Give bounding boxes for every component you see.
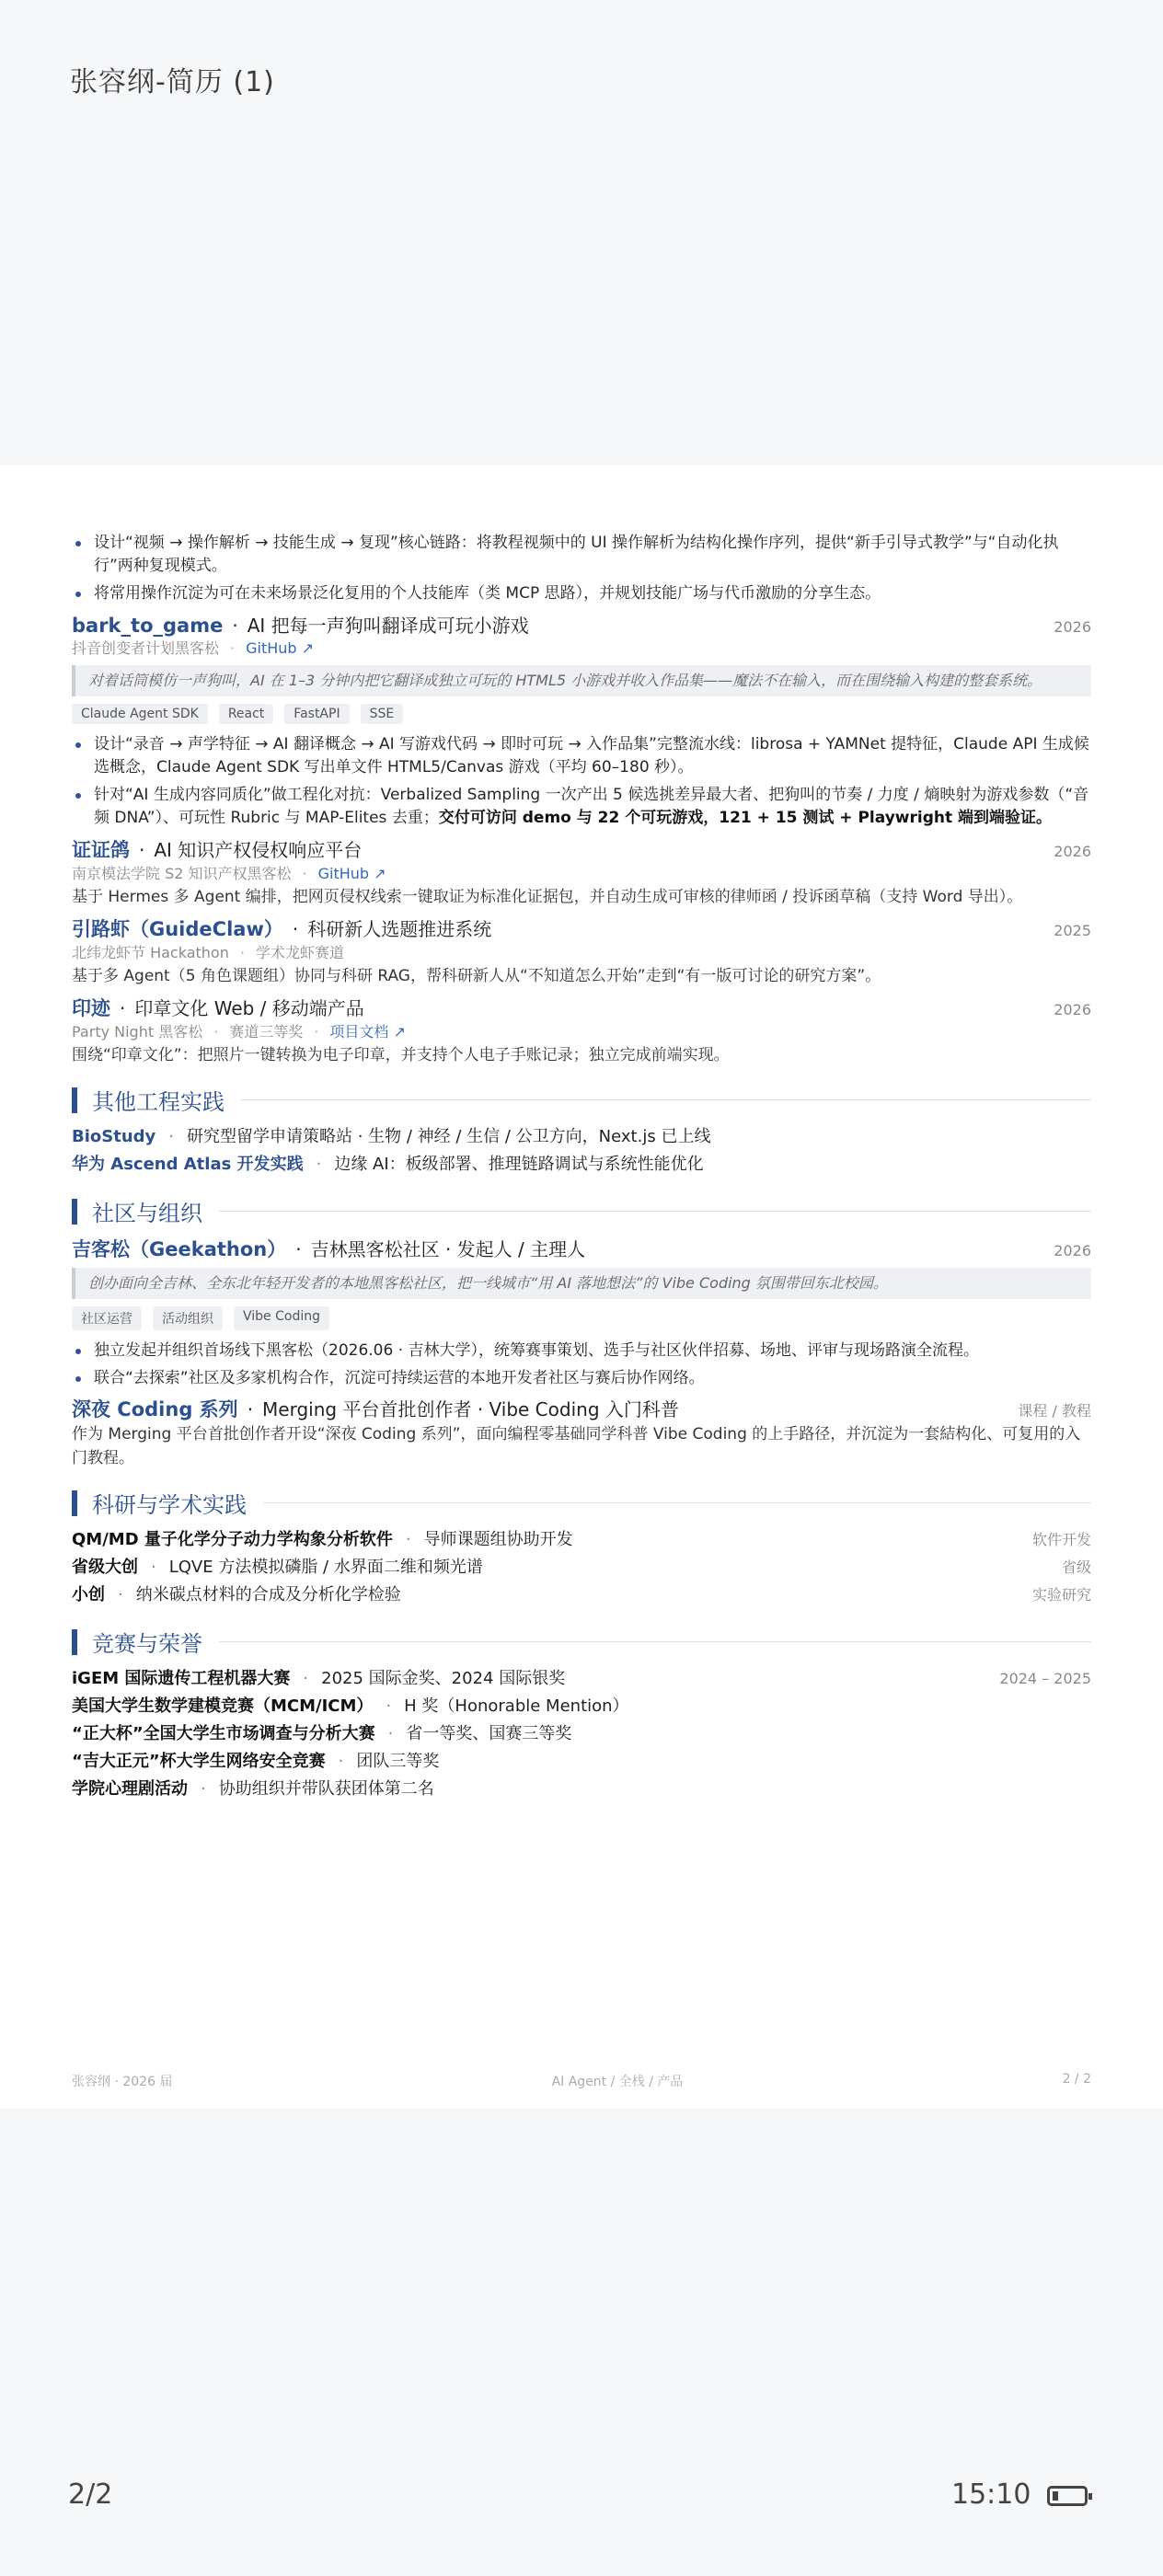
project-name: 深夜 Coding 系列 <box>72 1398 238 1420</box>
project-description: 围绕“印章文化”：把照片一键转换为电子印章，并支持个人电子手账记录；独立完成前端实现。 <box>72 1046 730 1064</box>
doc-title: 张容纲-简历 (1) <box>70 66 275 98</box>
project-org: Party Night 黑客松 <box>72 1023 203 1041</box>
project-header-guide: 引路虾（GuideClaw） · 科研新人选题推进系统 2025 <box>72 914 1091 942</box>
tag-list <box>72 704 1091 724</box>
project-track: 学术龙虾赛道 <box>255 944 344 961</box>
project-category: 课程 / 教程 <box>1018 1402 1091 1420</box>
project-subtitle: Merging 平台首批创作者 · Vibe Coding 入门科普 <box>262 1398 679 1420</box>
project-meta: Party Night 黑客松 · 赛道三等奖 · 项目文档 ↗ <box>72 1023 406 1041</box>
list-item: 独立发起并组织首场线下黑客松（2026.06 · 吉林大学），统筹赛事策划、选手与社区伙伴招募、场地、评审与现场路演全流程。 <box>72 1340 1091 1363</box>
section-title: 竞赛与荣誉 <box>92 1631 202 1657</box>
bark-bullet-list <box>72 733 1091 830</box>
project-year: 2026 <box>1054 843 1091 860</box>
footer-center: AI Agent / 全栈 / 产品 <box>551 2075 684 2089</box>
row-desc: 团队三等奖 <box>356 1752 440 1771</box>
bullet-text: 针对“AI 生成内容同质化”做工程化对抗：Verbalized Sampling 一次产出 5 候选挑差异最大者、把狗叫的节奏 / 力度 / 熵映射为游戏参数（“音频 DNA”）、可玩性 Rubric 与 MAP-Elites 去重； <box>94 786 1089 827</box>
other-row: BioStudy · 研究型留学申请策略站 · 生物 / 神经 / 生信 / 公卫方向，Next.js 已上线 <box>72 1123 1091 1151</box>
row-category: 软件开发 <box>1031 1531 1091 1548</box>
footer-left: 张容纲 · 2026 届 <box>72 2075 173 2089</box>
project-year: 2026 <box>1054 618 1091 636</box>
tag: 社区运营 <box>72 1306 142 1330</box>
tag: FastAPI <box>284 704 349 724</box>
row-name: QM/MD 量子化学分子动力学构象分析软件 <box>72 1530 393 1549</box>
research-row: 小创 · 纳米碳点材料的合成及分析化学检验 实验研究 <box>72 1581 1091 1609</box>
tag: SSE <box>361 704 404 724</box>
project-name: 证证鸽 <box>72 839 130 861</box>
list-item: 将常用操作沉淀为可在未来场景泛化复用的个人技能库（类 MCP 思路），并规划技能广场与代币激励的分享生态。 <box>72 582 1091 605</box>
project-subtitle: AI 把每一声狗叫翻译成可玩小游戏 <box>247 615 529 637</box>
project-subtitle: 科研新人选题推进系统 <box>307 918 492 940</box>
project-header-night: 深夜 Coding 系列 · Merging 平台首批创作者 · Vibe Coding 入门科普 课程 / 教程 <box>72 1395 1091 1422</box>
award-row: “正大杯”全国大学生市场调查与分析大赛 · 省一等奖、国赛三等奖 <box>72 1720 1091 1748</box>
row-desc: 协助组织并带队获团体第二名 <box>218 1779 434 1799</box>
list-item: 设计“视频 → 操作解析 → 技能生成 → 复现”核心链路：将教程视频中的 UI 操作解析为结构化操作序列，提供“新手引导式教学”与“自动化执行”两种复现模式。 <box>72 532 1091 578</box>
row-desc: 边缘 AI：板级部署、推理链路调试与系统性能优化 <box>334 1155 704 1174</box>
row-name: BioStudy <box>72 1127 156 1146</box>
row-category: 实验研究 <box>1031 1586 1091 1604</box>
project-name: 印迹 <box>72 997 110 1019</box>
geek-bullet-list <box>72 1340 1091 1390</box>
award-row: 学院心理剧活动 · 协助组织并带队获团体第二名 <box>72 1776 1091 1803</box>
section-header-awards <box>72 1626 1091 1658</box>
github-link[interactable]: GitHub ↗ <box>317 865 386 882</box>
project-header-yin: 印迹 · 印章文化 Web / 移动端产品 2026 <box>72 994 1091 1021</box>
project-year: 2026 <box>1054 1001 1091 1018</box>
row-name: “正大杯”全国大学生市场调查与分析大赛 <box>72 1724 375 1743</box>
resume-page <box>0 466 1163 2109</box>
section-header-community <box>72 1195 1091 1227</box>
section-header-research <box>72 1487 1091 1519</box>
other-row: 华为 Ascend Atlas 开发实践 · 边缘 AI：板级部署、推理链路调试与系统性能优化 <box>72 1151 1091 1179</box>
project-description: 作为 Merging 平台首批创作者开设“深夜 Coding 系列”，面向编程零基础同学科普 Vibe Coding 的上手路径，并沉淀为一套結构化、可复用的入门教程。 <box>72 1425 1081 1467</box>
row-name: “吉大正元”杯大学生网络安全竞赛 <box>72 1752 326 1771</box>
github-link[interactable]: GitHub ↗ <box>246 639 315 657</box>
award-row: 美国大学生数学建模竞赛（MCM/ICM） · H 奖（Honorable Mention） <box>72 1693 1091 1720</box>
project-org: 抖音创变者计划黑客松 <box>72 639 220 657</box>
project-subtitle: AI 知识产权侵权响应平台 <box>154 839 363 861</box>
tag: Vibe Coding <box>234 1306 329 1330</box>
project-header-bark: bark_to_game · AI 把每一声狗叫翻译成可玩小游戏 2026 <box>72 611 1091 638</box>
project-org: 南京模法学院 S2 知识产权黑客松 <box>72 865 292 882</box>
project-org: 北纬龙虾节 Hackathon <box>72 944 229 961</box>
project-quote: 对着话筒模仿一声狗叫，AI 在 1–3 分钟内把它翻译成独立可玩的 HTML5 小游戏并收入作品集——魔法不在输入，而在围绕输入构建的整套系统。 <box>72 665 1091 696</box>
project-description: 基于 Hermes 多 Agent 编排，把网页侵权线索一键取证为标准化证据包，并自动生成可审核的律师函 / 投诉函草稿（支持 Word 导出）。 <box>72 888 1023 906</box>
reader-page-indicator: 2/2 <box>68 2478 113 2511</box>
page-footer <box>72 2072 1091 2090</box>
row-desc: 纳米碳点材料的合成及分析化学检验 <box>135 1585 401 1604</box>
tag: Claude Agent SDK <box>72 704 208 724</box>
row-year: 2024 – 2025 <box>999 1670 1091 1687</box>
project-quote: 创办面向全吉林、全东北年轻开发者的本地黑客松社区，把一线城市“用 AI 落地想法”的 Vibe Coding 氛围带回东北校园。 <box>72 1268 1091 1299</box>
row-name: 小创 <box>72 1585 105 1604</box>
row-desc: H 奖（Honorable Mention） <box>404 1696 629 1716</box>
list-item: 联合“去探索”社区及多家机构合作，沉淀可持续运营的本地开发者社区与赛后协作网络。 <box>72 1367 1091 1390</box>
row-name: 学院心理剧活动 <box>72 1779 188 1799</box>
project-meta: 北纬龙虾节 Hackathon · 学术龙虾赛道 <box>72 944 344 961</box>
project-name: bark_to_game <box>72 615 224 637</box>
top-bullet-list <box>72 532 1091 605</box>
award-row: iGEM 国际遗传工程机器大赛 · 2025 国际金奖、2024 国际银奖 2024 – 2025 <box>72 1665 1091 1693</box>
row-name: 华为 Ascend Atlas 开发实践 <box>72 1155 304 1174</box>
list-item <box>72 784 1091 830</box>
section-title: 社区与组织 <box>92 1201 202 1226</box>
project-header-geek: 吉客松（Geekathon） · 吉林黑客松社区 · 发起人 / 主理人 2026 <box>72 1235 1091 1262</box>
row-desc: 省一等奖、国赛三等奖 <box>406 1724 572 1743</box>
row-desc: 研究型留学申请策略站 · 生物 / 神经 / 生信 / 公卫方向，Next.js 已上线 <box>187 1127 711 1146</box>
section-title: 科研与学术实践 <box>92 1492 247 1518</box>
project-track: 赛道三等奖 <box>229 1023 304 1041</box>
tag: 活动组织 <box>153 1306 223 1330</box>
battery-icon <box>1047 2486 1088 2506</box>
project-year: 2026 <box>1054 1242 1091 1259</box>
footer-page-number: 2 / 2 <box>1062 2072 1091 2087</box>
docs-link[interactable]: 项目文档 ↗ <box>329 1023 406 1041</box>
tag-list <box>72 1306 1091 1330</box>
row-name: iGEM 国际遗传工程机器大赛 <box>72 1669 291 1688</box>
project-name: 吉客松（Geekathon） <box>72 1238 287 1260</box>
project-description: 基于多 Agent（5 角色课题组）协同与科研 RAG，帮科研新人从“不知道怎么开始”走到“有一版可讨论的研究方案”。 <box>72 967 881 985</box>
section-title: 其他工程实践 <box>92 1089 225 1115</box>
row-desc: LQVE 方法模拟磷脂 / 水界面二维和频光谱 <box>168 1558 483 1577</box>
project-name: 引路虾（GuideClaw） <box>72 918 283 940</box>
status-clock: 15:10 <box>951 2478 1031 2511</box>
project-meta: 南京模法学院 S2 知识产权黑客松 · GitHub ↗ <box>72 865 386 882</box>
list-item: 设计“录音 → 声学特征 → AI 翻译概念 → AI 写游戏代码 → 即时可玩 → 入作品集”完整流水线：librosa + YAMNet 提特征，Claude API 生成候选概念，Claude Agent SDK 写出单文件 HTML5/Canvas 游戏（平均 60–180 秒）。 <box>72 733 1091 779</box>
row-desc: 导师课题组协助开发 <box>423 1530 573 1549</box>
row-name: 省级大创 <box>72 1558 138 1577</box>
tag: React <box>219 704 273 724</box>
bullet-highlight: 交付可访问 demo 与 22 个可玩游戏，121 + 15 测试 + Playwright 端到端验证。 <box>438 809 1053 827</box>
row-name: 美国大学生数学建模竞赛（MCM/ICM） <box>72 1696 374 1716</box>
section-header-other <box>72 1084 1091 1116</box>
project-header-zheng: 证证鸽 · AI 知识产权侵权响应平台 2026 <box>72 835 1091 863</box>
project-subtitle: 吉林黑客松社区 · 发起人 / 主理人 <box>310 1238 586 1260</box>
research-row: QM/MD 量子化学分子动力学构象分析软件 · 导师课题组协助开发 软件开发 <box>72 1526 1091 1554</box>
project-subtitle: 印章文化 Web / 移动端产品 <box>134 997 364 1019</box>
project-meta: 抖音创变者计划黑客松 · GitHub ↗ <box>72 639 315 657</box>
row-category: 省级 <box>1061 1558 1091 1576</box>
award-row: “吉大正元”杯大学生网络安全竞赛 · 团队三等奖 <box>72 1748 1091 1776</box>
project-year: 2025 <box>1054 922 1091 939</box>
research-row: 省级大创 · LQVE 方法模拟磷脂 / 水界面二维和频光谱 省级 <box>72 1554 1091 1581</box>
row-desc: 2025 国际金奖、2024 国际银奖 <box>321 1669 566 1688</box>
